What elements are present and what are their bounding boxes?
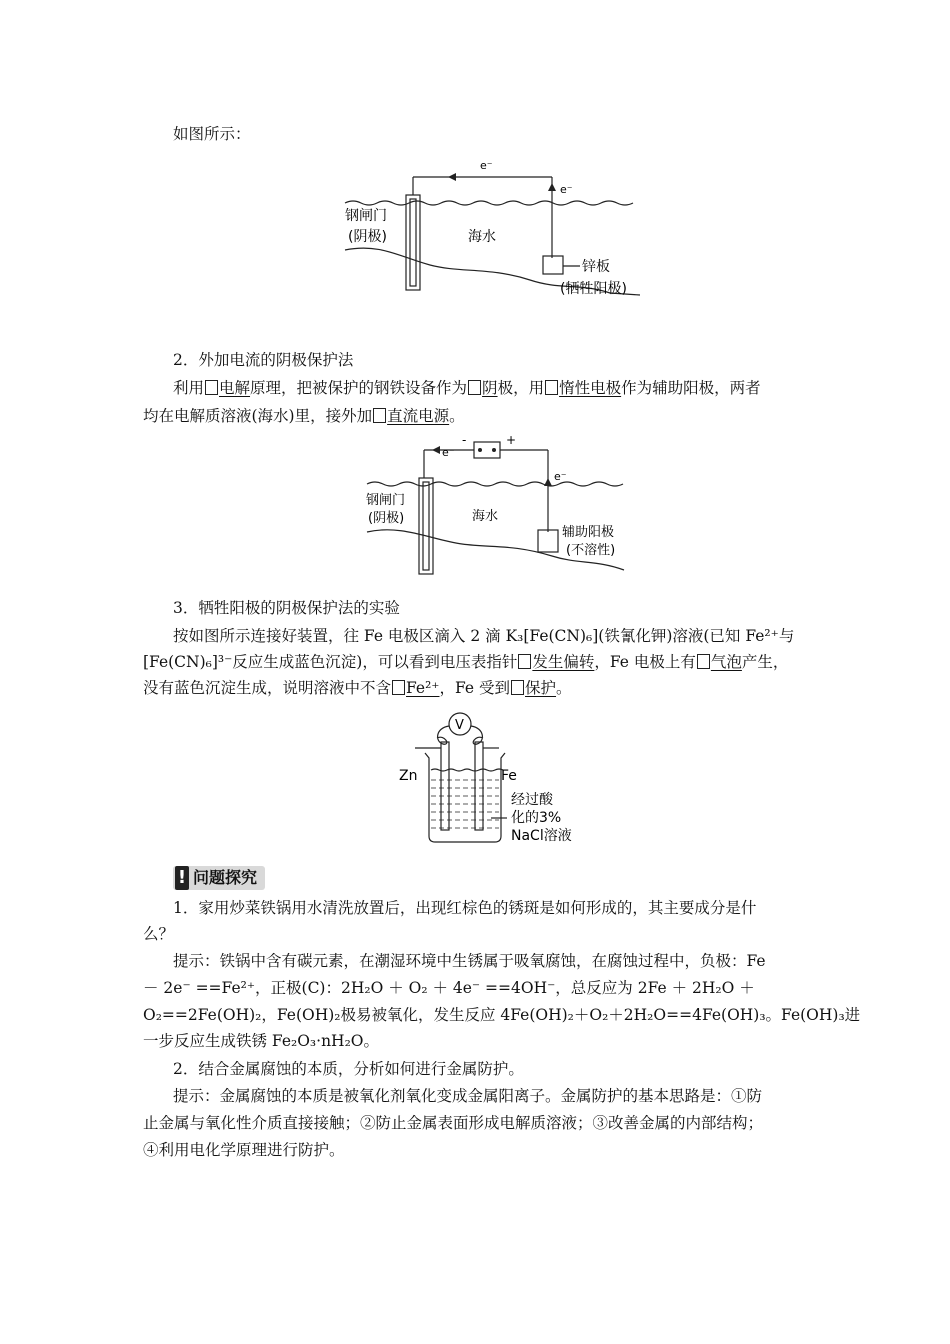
electron-label-left: e⁻ [442, 446, 455, 459]
water-surface [345, 201, 633, 205]
anode-label: 辅助阳极 [562, 525, 615, 540]
section3-heading: 3．牺牲阳极的阴极保护法的实验 [173, 599, 400, 617]
anode-sublabel: (不溶性) [566, 543, 616, 558]
zinc-label: 锌板 [582, 259, 610, 275]
zn-label: Zn [399, 768, 418, 784]
water-surface [367, 482, 623, 486]
arrow-up-icon [548, 183, 556, 191]
section3-line3: 没有蓝色沉淀生成，说明溶液中不含 Fe²⁺，Fe 受到 保护。 [143, 679, 572, 697]
solution-surface [431, 769, 503, 771]
beaker [425, 753, 505, 842]
electron-label-top: e⁻ [480, 159, 493, 172]
zinc-sublabel: (牺牲阳极) [560, 281, 627, 297]
inquiry-badge-label: 问题探究 [193, 868, 258, 887]
plus-label: + [506, 433, 517, 447]
answer-1-line4: 一步反应生成铁锈 Fe₂O₃·nH₂O。 [143, 1032, 379, 1050]
steel-gate-inner [423, 482, 429, 570]
gate-label: 钢闸门 [345, 208, 387, 224]
water-label: 海水 [468, 229, 496, 245]
minus-label: - [462, 433, 467, 447]
electron-label-right: e⁻ [560, 183, 573, 196]
blank-box [697, 654, 710, 669]
answer-2-line2: 止金属与氧化性介质直接接触；②防止金属表面形成电解质溶液；③改善金属的内部结构； [143, 1114, 764, 1132]
figure-impressed-current [362, 432, 632, 582]
arrow-left-icon [448, 173, 456, 181]
solution-label-1: 经过酸 [511, 792, 553, 808]
blank-box [392, 680, 405, 695]
power-source [474, 442, 500, 458]
electron-label-right: e⁻ [554, 470, 567, 483]
gate-sublabel: (阴极) [368, 511, 405, 526]
steel-gate-inner [410, 199, 416, 286]
blank-box [545, 380, 558, 395]
section2-heading: 2．外加电流的阴极保护法 [173, 351, 354, 369]
fe-electrode [475, 742, 483, 830]
zinc-plate [543, 256, 563, 274]
section2-line1: 利用 电解原理，把被保护的钢铁设备作为 阴极，用 惰性电极作为辅助阳极，两者 [173, 379, 761, 397]
solution-label-3: NaCl溶液 [511, 828, 572, 844]
gate-label: 钢闸门 [366, 493, 406, 508]
voltmeter-label: V [455, 718, 464, 733]
arrow-left-icon [432, 446, 440, 454]
section3-line2: [Fe(CN)₆]³⁻反应生成蓝色沉淀)，可以看到电压表指针 发生偏转，Fe 电极上有 气泡产生， [143, 653, 789, 671]
inquiry-badge [173, 866, 265, 890]
fe-label: Fe [501, 768, 517, 784]
question-1-line1: 1．家用炒菜铁锅用水清洗放置后，出现红棕色的锈斑是如何形成的，其主要成分是什 [173, 899, 757, 917]
blank-box [205, 380, 218, 395]
answer-1-line3: O₂==2Fe(OH)₂，Fe(OH)₂极易被氧化，发生反应 4Fe(OH)₂＋O₂＋2H₂O==4Fe(OH)₃。Fe(OH)₃进 [143, 1006, 861, 1024]
blank-box [518, 654, 531, 669]
solution-label-2: 化的3% [511, 810, 562, 826]
answer-2-line1: 提示：金属腐蚀的本质是被氧化剂氧化变成金属阳离子。金属防护的基本思路是：①防 [173, 1087, 763, 1105]
gate-sublabel: (阴极) [348, 229, 387, 245]
answer-2-line3: ④利用电化学原理进行防护。 [143, 1141, 345, 1159]
question-1-line2: 么？ [143, 925, 175, 943]
question-2: 2．结合金属腐蚀的本质，分析如何进行金属防护。 [173, 1060, 524, 1078]
figure-beaker-experiment [395, 708, 595, 848]
blank-box [468, 380, 481, 395]
intro-text: 如图所示： [173, 125, 251, 143]
figure-sacrificial-anode [340, 155, 650, 305]
zn-electrode [441, 742, 449, 830]
answer-1-line2: － 2e⁻ ==Fe²⁺，正极(C)：2H₂O ＋ O₂ ＋ 4e⁻ ==4OH⁻，总反应为 2Fe ＋ 2H₂O ＋ [143, 979, 755, 997]
water-label: 海水 [472, 509, 499, 524]
blank-box [511, 680, 524, 695]
auxiliary-anode [538, 530, 558, 552]
blank-box [373, 408, 386, 423]
steel-gate [419, 478, 433, 574]
section3-line1: 按如图所示连接好装置，往 Fe 电极区滴入 2 滴 K₃[Fe(CN)₆](铁氰化钾)溶液(已知 Fe²⁺与 [173, 627, 795, 645]
exclamation-icon: ! [175, 866, 189, 890]
answer-1-line1: 提示：铁锅中含有碳元素，在潮湿环境中生锈属于吸氧腐蚀，在腐蚀过程中，负极：Fe [173, 952, 766, 970]
section2-line2: 均在电解质溶液(海水)里，接外加 直流电源。 [143, 407, 465, 425]
arrow-up-icon [544, 478, 552, 486]
steel-gate [406, 195, 420, 290]
